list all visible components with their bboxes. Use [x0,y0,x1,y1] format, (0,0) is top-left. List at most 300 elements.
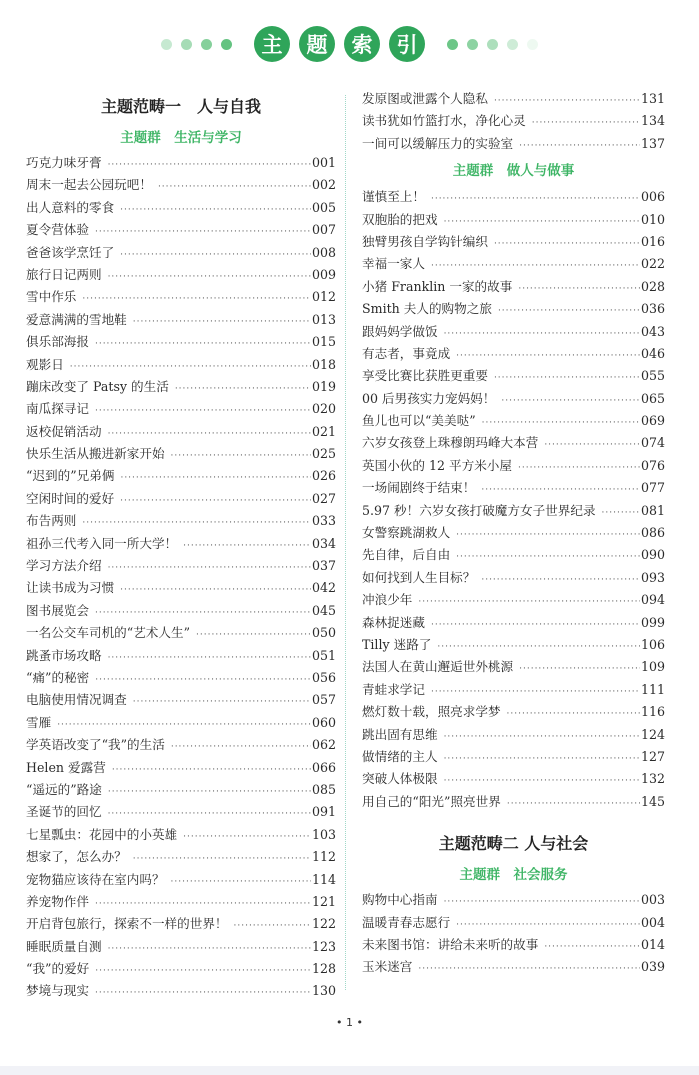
dot-leader [171,869,311,891]
entry-page-number: 018 [311,356,336,372]
entry-list [362,889,665,979]
dot-icon [201,39,212,50]
dot-leader [108,801,311,823]
entry-title: 养宠物作伴 [26,893,89,909]
entry-title: Helen 爱露营 [26,759,106,775]
entry-title: “迟到的”兄弟俩 [26,468,115,484]
right-dots-decoration [447,39,538,50]
entry-page-number: 039 [640,959,665,975]
entry-title: 出人意料的零食 [26,199,115,215]
entry-page-number: 005 [311,199,336,215]
dot-leader [108,421,311,443]
toc-entry[interactable] [362,388,665,410]
toc-entry[interactable] [26,555,336,577]
entry-title: 享受比赛比获胜更重要 [362,368,488,384]
toc-entry[interactable] [362,365,665,387]
entry-page-number: 004 [640,914,665,930]
toc-entry[interactable] [26,958,336,980]
entry-title: 雪雁 [26,714,52,730]
entry-title: 小猪 Franklin 一家的故事 [362,278,513,294]
entry-page-number: 019 [311,378,336,394]
dot-leader [444,889,640,911]
dot-leader [234,913,311,935]
entry-title: 电脑使用情况调查 [26,692,127,708]
entry-page-number: 066 [311,759,336,775]
entry-page-number: 085 [311,781,336,797]
toc-entry[interactable] [26,421,336,443]
dot-leader [431,253,640,275]
toc-entry[interactable] [362,298,665,320]
toc-entry[interactable] [26,913,336,935]
toc-entry[interactable] [362,88,665,110]
toc-entry[interactable] [26,286,336,308]
toc-entry[interactable] [362,589,665,611]
entry-page-number: 003 [640,892,665,908]
toc-entry[interactable] [26,510,336,532]
dot-leader [95,398,311,420]
entry-list [362,186,665,813]
dot-leader [183,533,311,555]
entry-page-number: 103 [311,826,336,842]
toc-entry[interactable] [362,343,665,365]
toc-entry[interactable] [26,465,336,487]
entry-title: 法国人在黄山邂逅世外桃源 [362,659,514,675]
toc-entry[interactable] [26,354,336,376]
entry-page-number: 036 [640,301,665,317]
dot-icon [447,39,458,50]
toc-entry[interactable] [26,846,336,868]
entry-page-number: 008 [311,244,336,260]
right-column [362,88,665,979]
entry-title: 用自己的“阳光”照亮世界 [362,793,501,809]
entry-title: 跳出固有思维 [362,726,438,742]
entry-title: 冲浪少年 [362,592,413,608]
entry-page-number: 131 [640,91,665,106]
entry-title: 想家了，怎么办？ [26,849,127,865]
dot-icon [161,39,172,50]
dot-leader [431,612,640,634]
entry-title: 学英语改变了“我”的生活 [26,737,165,753]
entry-title: 空闲时间的爱好 [26,490,115,506]
toc-entry[interactable] [362,746,665,768]
entry-title: 七星瓢虫：花园中的小英雄 [26,826,178,842]
dot-leader [95,667,311,689]
toc-entry[interactable] [362,110,665,132]
dot-leader [456,912,640,934]
toc-entry[interactable] [362,321,665,343]
toc-entry[interactable] [362,209,665,231]
toc-entry[interactable] [26,577,336,599]
entry-page-number: 001 [311,155,336,170]
toc-entry[interactable] [26,869,336,891]
entry-page-number: 099 [640,614,665,630]
entry-title: 让读书成为习惯 [26,580,115,596]
dot-leader [120,488,311,510]
entry-page-number: 021 [311,423,336,439]
toc-entry[interactable] [26,488,336,510]
toc-entry[interactable] [26,734,336,756]
entry-page-number: 043 [640,323,665,339]
toc-entry[interactable] [362,791,665,813]
toc-entry[interactable] [26,801,336,823]
entry-title: 布告两则 [26,513,77,529]
group-title: 主题群 做人与做事 [452,163,575,180]
toc-entry[interactable] [362,567,665,589]
dot-leader [518,455,640,477]
entry-page-number: 114 [311,871,336,887]
entry-title: 发原图或泄露个人隐私 [362,91,488,106]
entry-page-number: 014 [640,936,665,952]
dot-leader [481,567,640,589]
entry-list-continued [362,88,665,155]
entry-page-number: 109 [640,659,665,675]
dot-leader [108,779,311,801]
toc-entry[interactable] [362,768,665,790]
entry-title: 六岁女孩登上珠穆朗玛峰大本营 [362,435,539,451]
toc-entry[interactable] [26,757,336,779]
entry-page-number: 111 [640,681,665,697]
entry-title: 谨慎至上！ [362,189,425,205]
entry-title: 双胞胎的把戏 [362,211,438,227]
toc-entry[interactable] [362,410,665,432]
entry-title: 学习方法介绍 [26,558,102,574]
toc-entry[interactable] [26,398,336,420]
entry-title: 独臂男孩自学钩针编织 [362,233,488,249]
dot-leader [456,544,640,566]
entry-page-number: 055 [640,368,665,384]
dot-icon [181,39,192,50]
dot-leader [444,209,640,231]
entry-page-number: 077 [640,480,665,496]
dot-leader [108,645,311,667]
entry-title: 俱乐部海报 [26,334,89,350]
dot-leader [456,343,640,365]
entry-title: 跳蚤市场攻略 [26,647,102,663]
toc-entry[interactable] [26,891,336,913]
entry-title: 雪中作乐 [26,289,77,305]
toc-entry[interactable] [362,133,665,155]
entry-title: 玉米迷宫 [362,959,413,975]
entry-page-number: 006 [640,189,665,205]
dot-icon [527,39,538,50]
dot-leader [481,477,640,499]
toc-entry[interactable] [26,779,336,801]
dot-leader [494,88,640,110]
entry-title: 做情绪的主人 [362,748,438,764]
entry-page-number: 091 [311,804,336,820]
entry-page-number: 062 [311,737,336,753]
toc-entry[interactable] [26,936,336,958]
toc-entry[interactable] [26,689,336,711]
entry-title: 爸爸该学烹饪了 [26,244,115,260]
entry-title: “我”的爱好 [26,961,90,977]
toc-entry[interactable] [362,186,665,208]
dot-leader [133,309,311,331]
entry-page-number: 112 [311,849,336,865]
toc-entry[interactable] [362,544,665,566]
dot-leader [444,321,640,343]
title-char-circle: 索 [344,26,380,62]
entry-title: 开启背包旅行，探索不一样的世界！ [26,916,228,932]
toc-entry[interactable] [26,152,336,174]
entry-page-number: 007 [311,222,336,238]
dot-leader [108,152,311,174]
dot-leader [482,410,640,432]
toc-entry[interactable] [26,174,336,196]
dot-leader [444,746,640,768]
entry-page-number: 127 [640,748,665,764]
toc-entry[interactable] [26,667,336,689]
dot-leader [95,219,311,241]
dot-leader [456,522,640,544]
entry-title: 一场闹剧终于结束！ [362,480,476,496]
toc-entry[interactable] [362,656,665,678]
dot-leader [82,510,311,532]
entry-title: 5.97 秒！六岁女孩打破魔方女子世界纪录 [362,502,596,518]
toc-entry[interactable] [26,443,336,465]
toc-entry[interactable] [26,242,336,264]
toc-entry[interactable] [362,701,665,723]
dot-leader [501,388,640,410]
toc-entry[interactable] [362,889,665,911]
toc-entry[interactable] [26,712,336,734]
dot-leader [158,174,311,196]
entry-page-number: 012 [311,289,336,305]
toc-entry[interactable] [362,455,665,477]
dot-leader [95,331,311,353]
entry-title: 跟妈妈学做饭 [362,323,438,339]
dot-leader [519,656,640,678]
dot-leader [120,197,311,219]
toc-entry[interactable] [26,980,336,1002]
toc-entry[interactable] [362,956,665,978]
entry-page-number: 002 [311,177,336,193]
entry-page-number: 121 [311,893,336,909]
page-number: • 1 • [336,1016,363,1029]
entry-title: 蹦床改变了 Patsy 的生活 [26,378,169,394]
entry-page-number: 065 [640,390,665,406]
page-title [254,26,425,62]
toc-entry[interactable] [26,331,336,353]
toc-entry[interactable] [362,612,665,634]
dot-leader [171,734,311,756]
dot-leader [133,689,311,711]
left-dots-decoration [161,39,232,50]
entry-page-number: 057 [311,692,336,708]
toc-entry[interactable] [26,645,336,667]
entry-page-number: 060 [311,714,336,730]
entry-page-number: 033 [311,513,336,529]
entry-title: 幸福一家人 [362,256,425,272]
category-title: 主题范畴一 人与自我 [100,97,261,116]
entry-title: 图书展览会 [26,602,89,618]
dot-leader [519,133,640,155]
dot-leader [82,286,311,308]
entry-page-number: 134 [640,113,665,129]
toc-entry[interactable] [26,824,336,846]
dot-leader [431,679,640,701]
dot-icon [467,39,478,50]
entry-title: 睡眠质量自测 [26,938,102,954]
dot-leader [175,376,311,398]
toc-entry[interactable] [362,634,665,656]
dot-leader [57,712,311,734]
entry-page-number: 051 [311,647,336,663]
dot-leader [532,110,640,132]
toc-entry[interactable] [26,622,336,644]
dot-icon [221,39,232,50]
group-title: 主题群 社会服务 [459,867,568,884]
entry-page-number: 046 [640,345,665,361]
dot-leader [95,891,311,913]
entry-title: “痛”的秘密 [26,669,90,685]
title-char-circle: 主 [254,26,290,62]
entry-page-number: 130 [311,983,336,999]
toc-entry[interactable] [26,197,336,219]
dot-leader [494,365,640,387]
entry-page-number: 145 [640,793,665,809]
entry-title: 周末一起去公园玩吧！ [26,177,152,193]
entry-page-number: 116 [640,704,665,720]
dot-leader [171,443,311,465]
entry-title: 如何找到人生目标？ [362,569,476,585]
left-column [26,88,336,1003]
toc-entry[interactable] [362,522,665,544]
toc-entry[interactable] [26,600,336,622]
toc-entry[interactable] [362,934,665,956]
entry-page-number: 056 [311,669,336,685]
dot-leader [507,701,640,723]
toc-entry[interactable] [362,231,665,253]
entry-page-number: 034 [311,535,336,551]
entry-page-number: 045 [311,602,336,618]
dot-leader [95,958,311,980]
dot-leader [70,354,311,376]
entry-title: 返校促销活动 [26,423,102,439]
entry-title: 祖孙三代考入同一所大学！ [26,535,178,551]
entry-page-number: 013 [311,311,336,327]
entry-page-number: 123 [311,938,336,954]
entry-page-number: 050 [311,625,336,641]
dot-leader [418,589,640,611]
entry-page-number: 093 [640,569,665,585]
dot-leader [108,555,311,577]
entry-title: 观影日 [26,356,64,372]
entry-title: 女警察跳湖救人 [362,525,451,541]
entry-title: 森林捉迷藏 [362,614,425,630]
dot-leader [444,724,640,746]
entry-page-number: 122 [311,916,336,932]
dot-leader [444,768,640,790]
dot-leader [507,791,640,813]
dot-leader [108,936,311,958]
dot-leader [418,956,640,978]
entry-page-number: 022 [640,256,665,272]
entry-title: Smith 夫人的购物之旅 [362,301,492,317]
entry-page-number: 020 [311,401,336,417]
dot-leader [544,934,640,956]
entry-title: 英国小伙的 12 平方米小屋 [362,457,512,473]
entry-page-number: 132 [640,771,665,787]
entry-title: 鱼儿也可以“美美哒” [362,413,476,429]
title-char-circle: 题 [299,26,335,62]
entry-page-number: 028 [640,278,665,294]
dot-leader [120,242,311,264]
entry-page-number: 025 [311,446,336,462]
entry-title: 温暖青春志愿行 [362,914,451,930]
entry-page-number: 090 [640,547,665,563]
toc-entry[interactable] [362,912,665,934]
entry-page-number: 137 [640,135,665,151]
dot-leader [544,432,640,454]
entry-title: 未来图书馆：讲给未来听的故事 [362,936,539,952]
group-title: 主题群 生活与学习 [120,130,242,146]
toc-entry[interactable] [362,724,665,746]
entry-page-number: 094 [640,592,665,608]
entry-page-number: 009 [311,266,336,282]
entry-title: 圣诞节的回忆 [26,804,102,820]
entry-list [26,152,336,1003]
entry-title: 旅行日记两则 [26,266,102,282]
entry-title: 快乐生活从搬进新家开始 [26,446,165,462]
dot-leader [437,634,640,656]
toc-entry[interactable] [26,264,336,286]
entry-title: 梦境与现实 [26,983,89,999]
toc-entry[interactable] [26,309,336,331]
entry-title: 00 后男孩实力宠妈妈！ [362,390,496,406]
toc-entry[interactable] [362,432,665,454]
entry-page-number: 124 [640,726,665,742]
entry-title: 有志者，事竟成 [362,345,451,361]
dot-leader [494,231,640,253]
entry-title: 突破人体极限 [362,771,438,787]
toc-entry[interactable] [362,253,665,275]
toc-entry[interactable] [362,276,665,298]
entry-title: 先自律，后自由 [362,547,451,563]
entry-title: 读书犹如竹篮打水，净化心灵 [362,113,526,129]
toc-entry[interactable] [26,533,336,555]
dot-leader [120,577,311,599]
dot-leader [518,276,640,298]
dot-leader [112,757,311,779]
entry-page-number: 106 [640,636,665,652]
entry-title: 宠物猫应该待在室内吗？ [26,871,165,887]
dot-icon [487,39,498,50]
entry-title: 夏令营体验 [26,222,89,238]
toc-entry[interactable] [362,500,665,522]
bottom-band [0,1066,699,1075]
entry-title: 南瓜探寻记 [26,401,89,417]
entry-title: 爱意满满的雪地鞋 [26,311,127,327]
toc-entry[interactable] [362,477,665,499]
dot-leader [498,298,640,320]
entry-page-number: 069 [640,413,665,429]
dot-leader [95,980,311,1002]
entry-page-number: 027 [311,490,336,506]
dot-leader [196,622,311,644]
entry-page-number: 074 [640,435,665,451]
toc-entry[interactable] [26,219,336,241]
dot-leader [95,600,311,622]
toc-entry[interactable] [362,679,665,701]
entry-page-number: 042 [311,580,336,596]
title-char-circle: 引 [389,26,425,62]
dot-leader [133,846,311,868]
dot-leader [183,824,311,846]
entry-title: 购物中心指南 [362,892,438,908]
toc-entry[interactable] [26,376,336,398]
entry-title: 巧克力味牙膏 [26,155,102,170]
